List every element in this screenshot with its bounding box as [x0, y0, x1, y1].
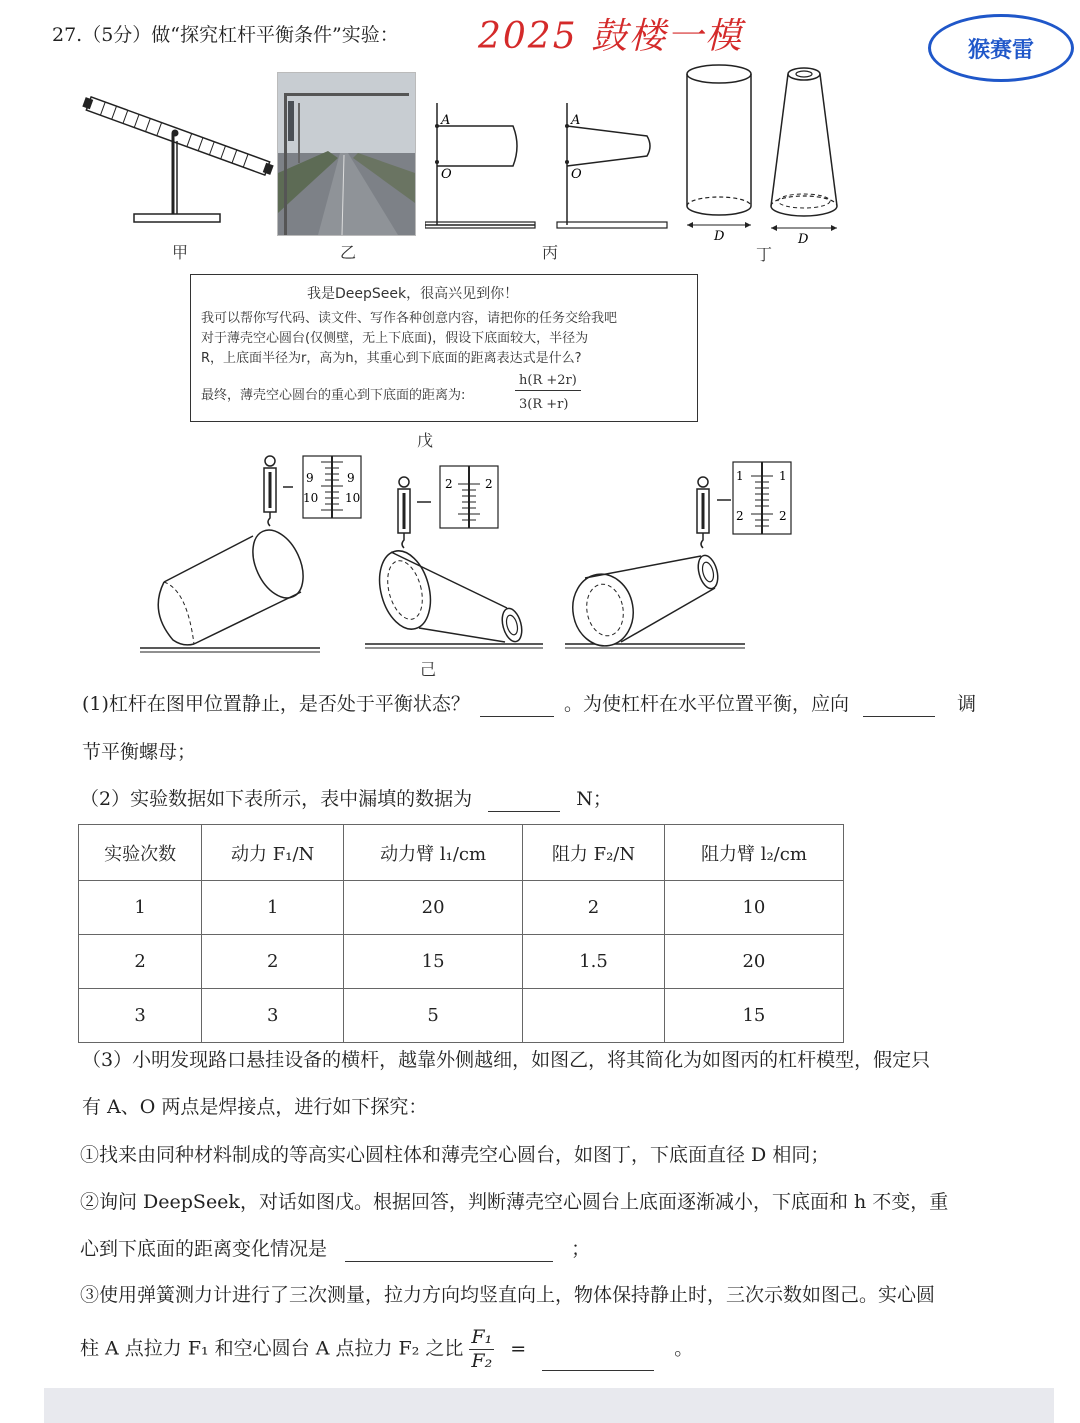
table-header: 阻力臂 l₂/cm [664, 825, 843, 881]
tilted-frustum-left [365, 545, 543, 648]
label-wu: 戊 [417, 431, 434, 450]
equals-sign: = [510, 1337, 527, 1360]
label-ji: 己 [420, 660, 437, 679]
table-cell: 3 [79, 989, 202, 1043]
tilted-cylinder [140, 522, 320, 652]
table-cell: 1.5 [523, 935, 665, 989]
chat-formula-denominator: 3(R +r) [519, 397, 569, 412]
q3-blank-2[interactable] [542, 1370, 654, 1371]
road-photo-yi [277, 72, 416, 236]
diameter-label-1: D [714, 229, 725, 244]
scale3-tick-a: 1 [736, 469, 744, 483]
table-cell: 5 [344, 989, 523, 1043]
scale3-tick-d: 2 [779, 509, 787, 523]
table-cell: 15 [344, 935, 523, 989]
spring-scale-figure-ji [135, 452, 795, 657]
chat-greeting: 我是DeepSeek，很高兴见到你！ [307, 286, 519, 302]
table-cell: 10 [664, 881, 843, 935]
road-photo-image [278, 73, 415, 235]
table-header: 阻力 F₂/N [523, 825, 665, 881]
point-a-label-1: A [441, 113, 451, 128]
table-cell: 1 [79, 881, 202, 935]
table-row [79, 881, 844, 935]
experiment-data-table [78, 824, 844, 1043]
table-cell: 20 [344, 881, 523, 935]
q3-step-3b-line [80, 1328, 693, 1371]
table-cell: 3 [202, 989, 344, 1043]
q3-step-2a: ②询问 DeepSeek，对话如图戊。根据回答，判断薄壳空心圆台上底面逐渐减小，下底面和 h 不变，重 [80, 1191, 949, 1213]
table-header: 动力 F₁/N [202, 825, 344, 881]
chat-line-1: 我可以帮你写代码、读文件、写作各种创意内容，请把你的任务交给我吧 [201, 311, 618, 326]
label-yi: 乙 [340, 243, 357, 262]
lever-model-bing [425, 98, 675, 233]
watermark-badge: 猴赛雷 [928, 14, 1074, 82]
q1-text-a: (1)杠杆在图甲位置静止，是否处于平衡状态？ [82, 693, 470, 715]
q1-line-1 [82, 692, 976, 717]
table-cell: 15 [664, 989, 843, 1043]
scale2-tick-b: 2 [485, 477, 493, 491]
q1-text-b: 。为使杠杆在水平位置平衡，应向 [564, 693, 850, 715]
chat-line-3: R，上底面半径为r，高为h，其重心到下底面的距离表达式是什么? [201, 351, 582, 366]
label-bing: 丙 [542, 243, 559, 262]
q1-text-c: 调 [957, 693, 977, 715]
chat-answer-prefix: 最终，薄壳空心圆台的重心到下底面的距离为: [201, 388, 466, 403]
scale3-tick-b: 2 [736, 509, 744, 523]
q3-step-2c: ； [571, 1238, 591, 1260]
q3-step-3b: 柱 A 点拉力 F₁ 和空心圆台 A 点拉力 F₂ 之比 [80, 1337, 464, 1360]
q2-unit: N； [576, 788, 612, 810]
page-bottom-shadow [44, 1388, 1054, 1423]
spring-scale-3 [697, 462, 791, 548]
table-cell: 1 [202, 881, 344, 935]
scale3-tick-c: 1 [779, 469, 787, 483]
table-row [79, 989, 844, 1043]
scale2-tick-a: 2 [445, 477, 453, 491]
diameter-label-2: D [798, 232, 809, 247]
question-title: 27.（5分）做“探究杠杆平衡条件”实验： [52, 24, 399, 46]
q1-line-2: 节平衡螺母； [82, 741, 197, 763]
scale1-tick-b: 10 [303, 491, 319, 505]
lever-figure-jia [78, 96, 278, 236]
spring-scale-1 [264, 456, 361, 526]
deepseek-chat-box [190, 274, 698, 422]
scale1-tick-c: 9 [347, 471, 355, 485]
q3-line-1: （3）小明发现路口悬挂设备的横杆，越靠外侧越细，如图乙，将其简化为如图丙的杠杆模型，假定只 [82, 1049, 931, 1071]
fraction-denominator: F₂ [471, 1350, 493, 1372]
force-ratio-fraction [469, 1328, 494, 1371]
scale1-tick-d: 10 [345, 491, 361, 505]
q3-line-2: 有 A、O 两点是焊接点，进行如下探究： [82, 1096, 428, 1118]
chat-line-2: 对于薄壳空心圆台(仅侧壁，无上下底面)，假设下底面较大，半径为 [201, 331, 589, 346]
handwritten-note: 2025 鼓楼一模 [478, 16, 744, 57]
point-o-label-2: O [571, 167, 582, 182]
cylinder-frustum-ding [682, 60, 852, 250]
table-cell: 2 [79, 935, 202, 989]
q3-end: 。 [674, 1337, 694, 1360]
q2-text: （2）实验数据如下表所示，表中漏填的数据为 [80, 788, 473, 810]
q1-blank-1[interactable] [480, 716, 554, 717]
point-o-label-1: O [441, 167, 452, 182]
fraction-numerator: F₁ [471, 1326, 493, 1348]
chat-formula-numerator: h(R +2r) [515, 373, 581, 391]
point-a-label-2: A [571, 113, 581, 128]
q3-step-2b-line [80, 1237, 590, 1262]
table-header-row [79, 825, 844, 881]
table-header: 动力臂 l₁/cm [344, 825, 523, 881]
q1-blank-2[interactable] [863, 716, 935, 717]
spring-scale-2 [398, 466, 498, 548]
q3-step-2b: 心到下底面的距离变化情况是 [80, 1238, 328, 1260]
q2-blank[interactable] [488, 811, 560, 812]
tilted-frustum-right [565, 553, 745, 650]
table-cell-missing [523, 989, 665, 1043]
table-row [79, 935, 844, 989]
q3-step-1: ①找来由同种材料制成的等高实心圆柱体和薄壳空心圆台，如图丁，下底面直径 D 相同； [80, 1144, 830, 1166]
table-cell: 2 [202, 935, 344, 989]
table-cell: 20 [664, 935, 843, 989]
q2-line [80, 787, 612, 812]
q3-step-3: ③使用弹簧测力计进行了三次测量，拉力方向均竖直向上，物体保持静止时，三次示数如图己。实心圆 [80, 1284, 936, 1306]
q3-blank-1[interactable] [345, 1261, 553, 1262]
label-ding: 丁 [756, 245, 773, 264]
table-header: 实验次数 [79, 825, 202, 881]
scale1-tick-a: 9 [306, 471, 314, 485]
table-cell: 2 [523, 881, 665, 935]
label-jia: 甲 [172, 243, 189, 262]
